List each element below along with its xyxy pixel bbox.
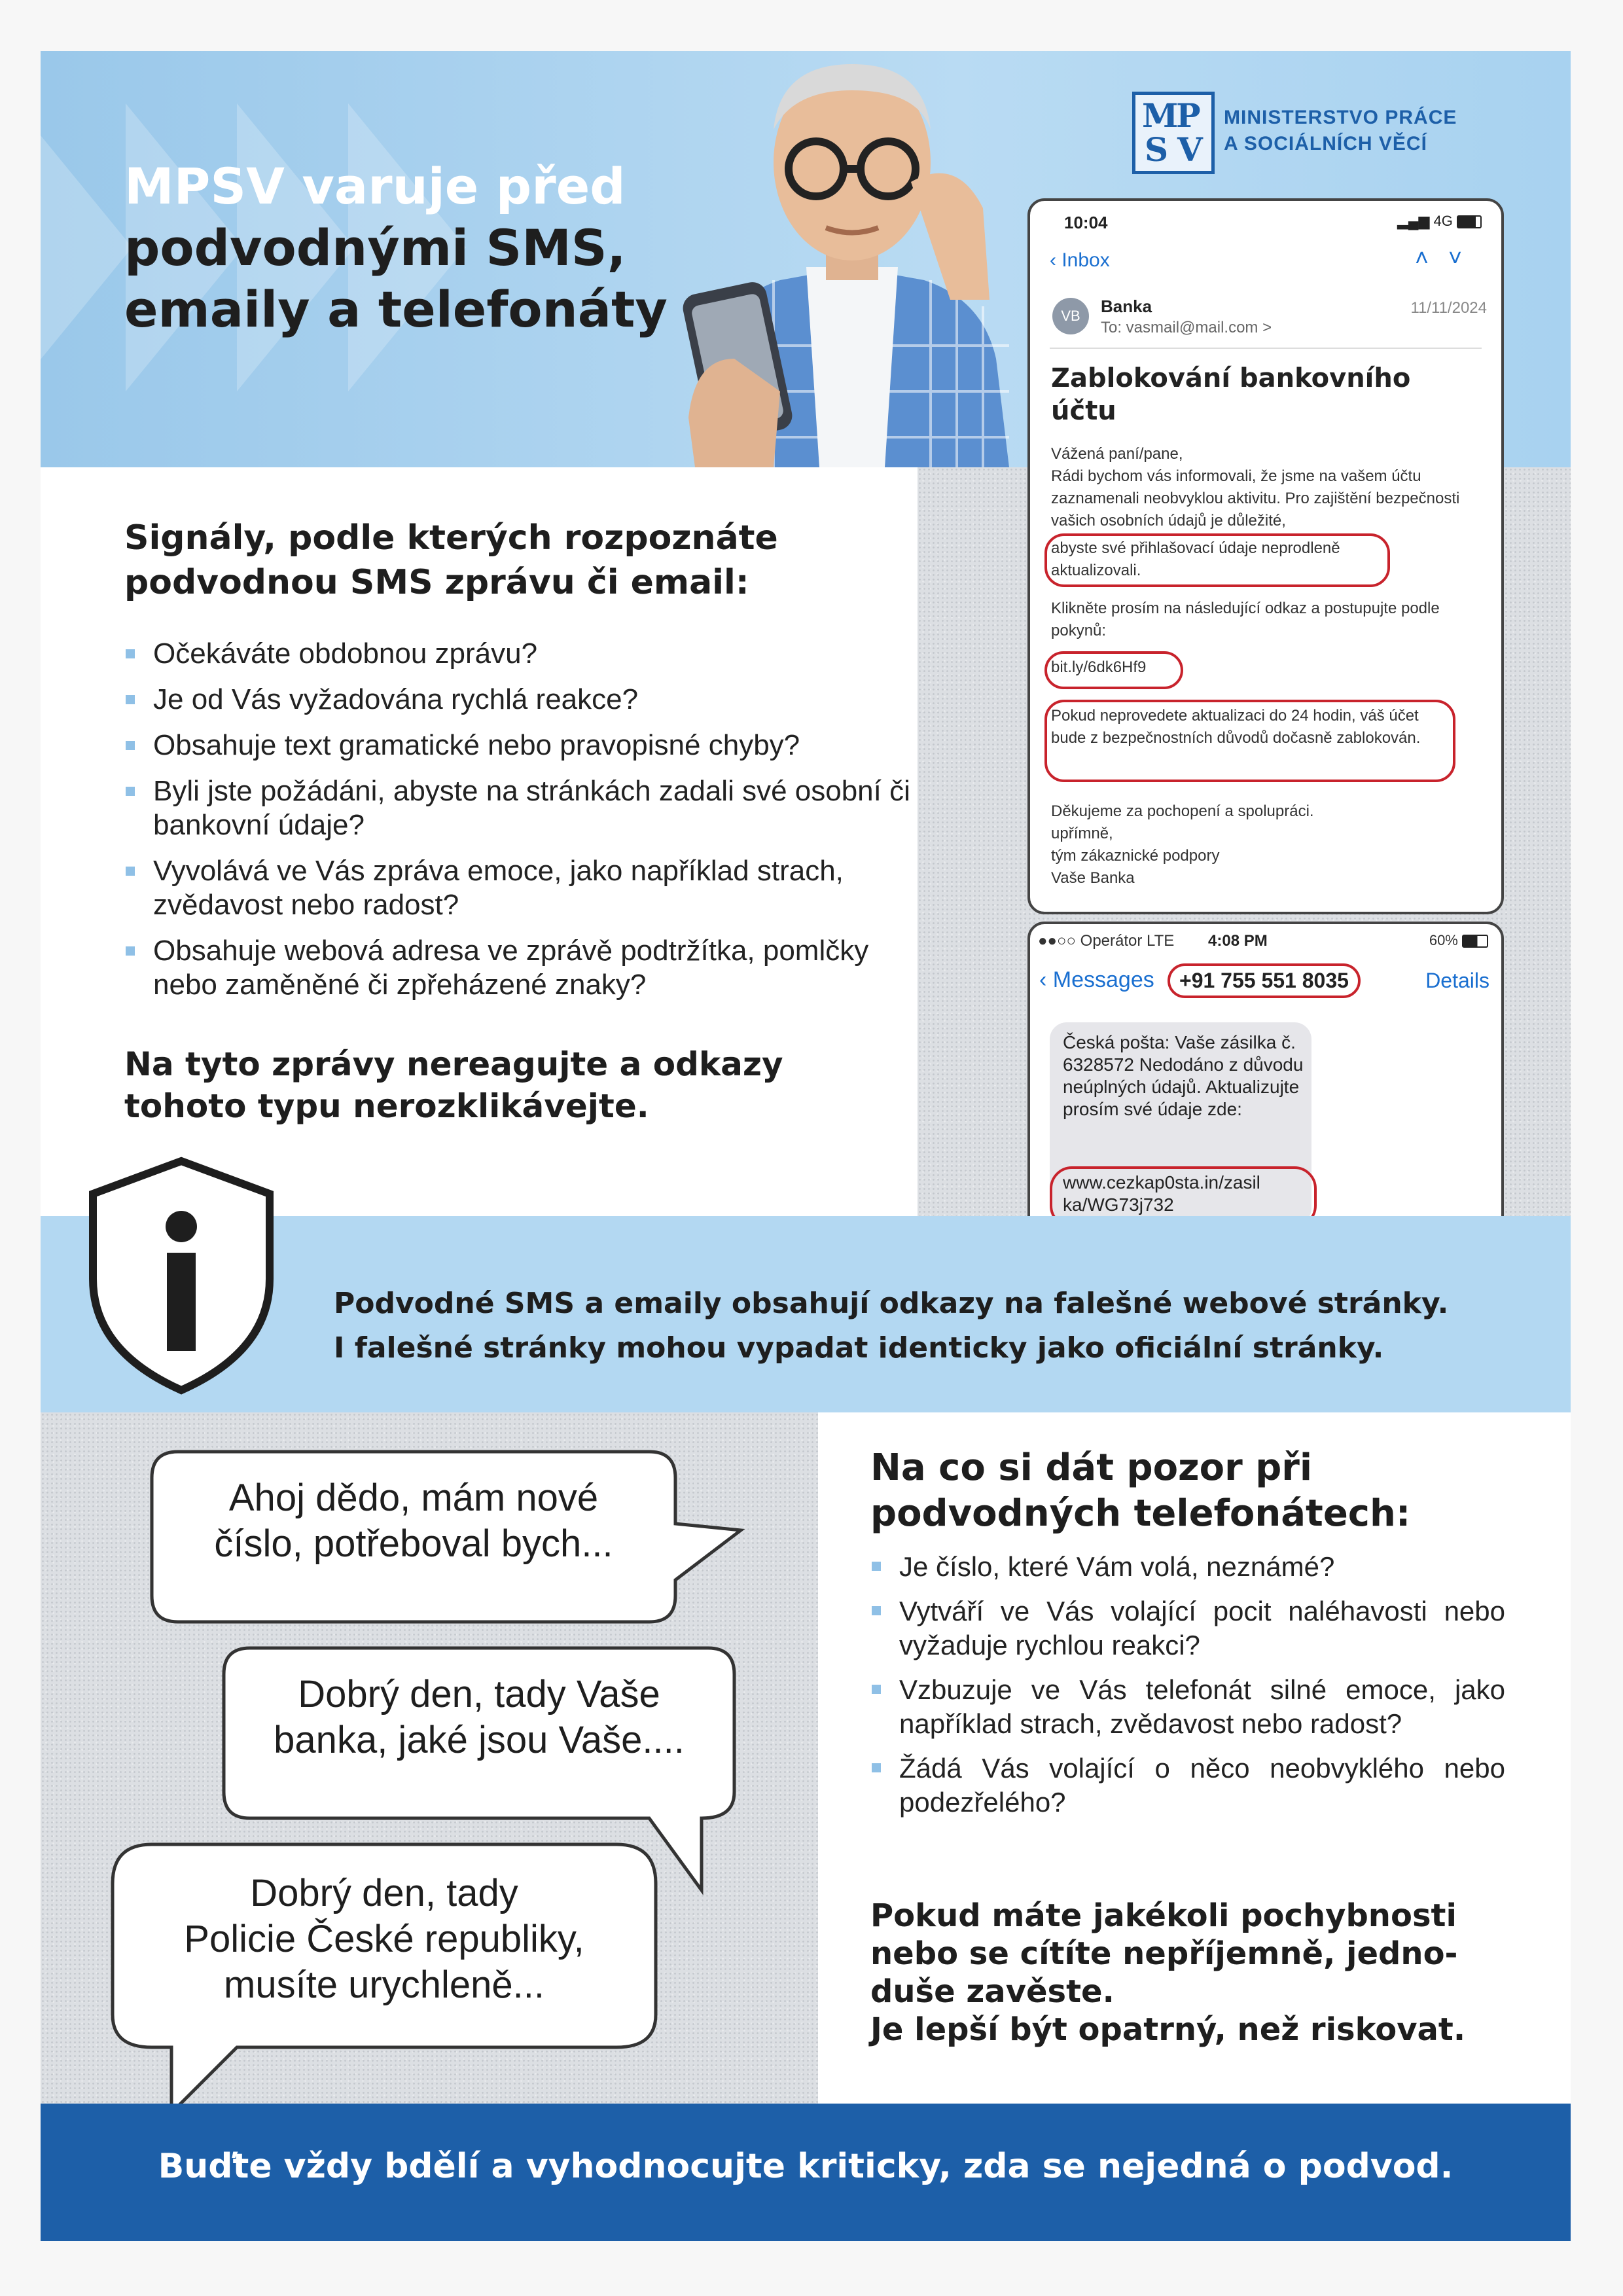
bubble-3-line2: Policie České republiky, [184,1918,584,1960]
logo-letter-m: M [1142,96,1179,135]
footer-text: Buďte vždy bdělí a vyhodnocujte kriticky, zda se nejedná o podvod. [158,2147,1454,2186]
email-recipient[interactable]: To: vasmail@mail.com > [1101,319,1272,336]
email-sender: Banka [1101,296,1152,316]
info-line2: I falešné stránky mohou vypadat identicky jako oficiální stránky. [334,1331,1384,1365]
hero-title-line2: podvodnými SMS, [124,219,626,277]
email-phone-mockup [1027,198,1504,914]
battery-icon [1457,215,1482,228]
mpsv-logo-mark [1132,92,1215,174]
email-greeting: Vážená paní/pane, [1051,445,1183,463]
email-signoff-2: upřímně, [1051,825,1113,842]
ministry-name [1224,105,1457,157]
list-item: Je od Vás vyžadována rychlá reakce? [124,683,923,717]
logo-letter-s: S [1145,130,1169,169]
ministry-name-line1: MINISTERSTVO PRÁCE [1224,107,1457,128]
calls-closing-line1: Pokud máte jakékoli pochybnosti [870,1897,1457,1934]
chevron-up-icon[interactable]: ˄ [1414,244,1448,271]
sms-link-line2[interactable]: ka/WG73j732 [1063,1194,1174,1215]
calls-heading [870,1445,1410,1537]
chevron-left-icon: ‹ [1039,967,1053,992]
email-signoff-1: Děkujeme za pochopení a spolupráci. [1051,802,1314,820]
hero-title-line1: MPSV varuje před [124,157,626,215]
email-paragraph-2: Klikněte prosím na následující odkaz a postupujte podle pokynů: [1051,600,1440,639]
list-item: Obsahuje webová adresa ve zprávě podtržítka, pomlčky nebo zaměněné či zpřeházené znaky? [124,934,923,1002]
calls-list [870,1550,1505,1830]
speech-bubbles [41,51,826,2104]
bubble-1-text [152,1475,675,1567]
inbox-back-link[interactable] [1050,249,1110,272]
bubble-2-line1: Dobrý den, tady Vaše [298,1673,660,1715]
calls-closing-line4: Je lepší být opatrný, než riskovat. [870,2011,1466,2048]
ministry-name-line2: A SOCIÁLNÍCH VĚCÍ [1224,133,1427,154]
list-item: Žádá Vás volající o něco neobvyklého nebo podezřelého? [870,1751,1505,1820]
bubble-3-line3: musíte urychleně... [224,1964,544,2006]
divider [1050,348,1482,349]
battery-status [1429,932,1488,949]
logo-letter-p: P [1176,96,1201,135]
messages-back-link[interactable] [1039,967,1154,993]
chevron-left-icon: ‹ [1050,249,1062,271]
email-paragraph-1: Rádi bychom vás informovali, že jsme na vašem účtu zaznamenali neobvyklou aktivitu. Pro zajištění bezpečnosti vašich osobních údajů je důležité, [1051,467,1460,529]
signals-advice-line1: Na tyto zprávy nereagujte a odkazy [124,1045,783,1083]
list-item: Je číslo, které Vám volá, neznámé? [870,1550,1505,1584]
messages-back-label: Messages [1052,967,1154,992]
calls-closing-line3: duše zavěste. [870,1973,1115,2010]
battery-percent: 60% [1429,932,1458,948]
details-link[interactable]: Details [1425,969,1489,992]
carrier-status: ●●○○ Operátor LTE [1038,932,1175,950]
list-item: Vzbuzuje ve Vás telefonát silné emoce, jako například strach, zvědavost nebo radost? [870,1673,1505,1741]
signal-bars-icon: ▂▄▆ [1397,213,1434,229]
email-highlight-text: abyste své přihlašovací údaje neprodleně aktualizovali. [1051,539,1340,579]
signals-heading-line1: Signály, podle kterých rozpoznáte [124,518,778,558]
bubble-1-line2: číslo, potřeboval bych... [214,1522,613,1565]
email-subject: Zablokování bankovního účtu [1051,363,1411,426]
list-item: Byli jste požádáni, abyste na stránkách zadali své osobní či bankovní údaje? [124,774,923,842]
email-date: 11/11/2024 [1410,299,1487,317]
calls-heading-line1: Na co si dát pozor při [870,1446,1313,1489]
mpsv-logo [1132,92,1551,177]
sms-link-line1[interactable]: www.cezkap0sta.in/zasil [1063,1172,1260,1193]
status-time: 4:08 PM [1208,932,1268,950]
email-warning: Pokud neprovedete aktualizaci do 24 hodin, váš účet bude z bezpečnostních důvodů dočasně zablokován. [1051,707,1421,747]
network-type: 4G [1433,213,1453,229]
email-link[interactable]: bit.ly/6dk6Hf9 [1051,658,1147,676]
list-item: Vyvolává ve Vás zpráva emoce, jako například strach, zvědavost nebo radost? [124,854,923,922]
inbox-back-label: Inbox [1061,249,1110,271]
sender-number: +91 755 551 8035 [1168,963,1361,998]
status-signal [1397,213,1482,230]
calls-heading-line2: podvodných telefonátech: [870,1492,1411,1535]
list-item: Očekáváte obdobnou zprávu? [124,637,923,671]
bubble-3-text [113,1871,656,2008]
sms-phone-mockup [1027,922,1504,1247]
signals-advice-line2: tohoto typu nerozklikávejte. [124,1087,649,1125]
list-item: Obsahuje text gramatické nebo pravopisné chyby? [124,728,923,762]
message-nav-arrows [1415,244,1482,272]
calls-closing [870,1897,1512,2049]
email-signoff-3: tým zákaznické podpory [1051,847,1220,865]
avatar: VB [1052,298,1089,334]
list-item: Vytváří ve Vás volající pocit naléhavosti nebo vyžaduje rychlou reakci? [870,1594,1505,1662]
footer-banner [41,2104,1571,2241]
battery-icon [1462,935,1488,948]
info-line1: Podvodné SMS a emaily obsahují odkazy na falešné webové stránky. [334,1287,1449,1320]
bubble-2-text [230,1672,728,1763]
bubble-2-line2: banka, jaké jsou Vaše.... [274,1719,685,1761]
bubble-3-line1: Dobrý den, tady [250,1872,518,1914]
signals-heading-line2: podvodnou SMS zprávu či email: [124,563,749,602]
sms-message: Česká pošta: Vaše zásilka č. 6328572 Nedodáno z důvodu neúplných údajů. Aktualizujte prosím své údaje zde: [1063,1032,1304,1119]
status-time: 10:04 [1064,213,1108,232]
logo-letter-v: V [1177,130,1203,169]
hero-title-line3: emaily a telefonáty [124,280,668,338]
chevron-down-icon[interactable]: ˅ [1448,244,1482,271]
email-signoff-4: Vaše Banka [1051,869,1135,887]
leaflet-page [41,51,1571,2241]
bubble-1-line1: Ahoj dědo, mám nové [228,1477,599,1519]
calls-closing-line2: nebo se cítíte nepříjemně, jedno- [870,1935,1458,1972]
